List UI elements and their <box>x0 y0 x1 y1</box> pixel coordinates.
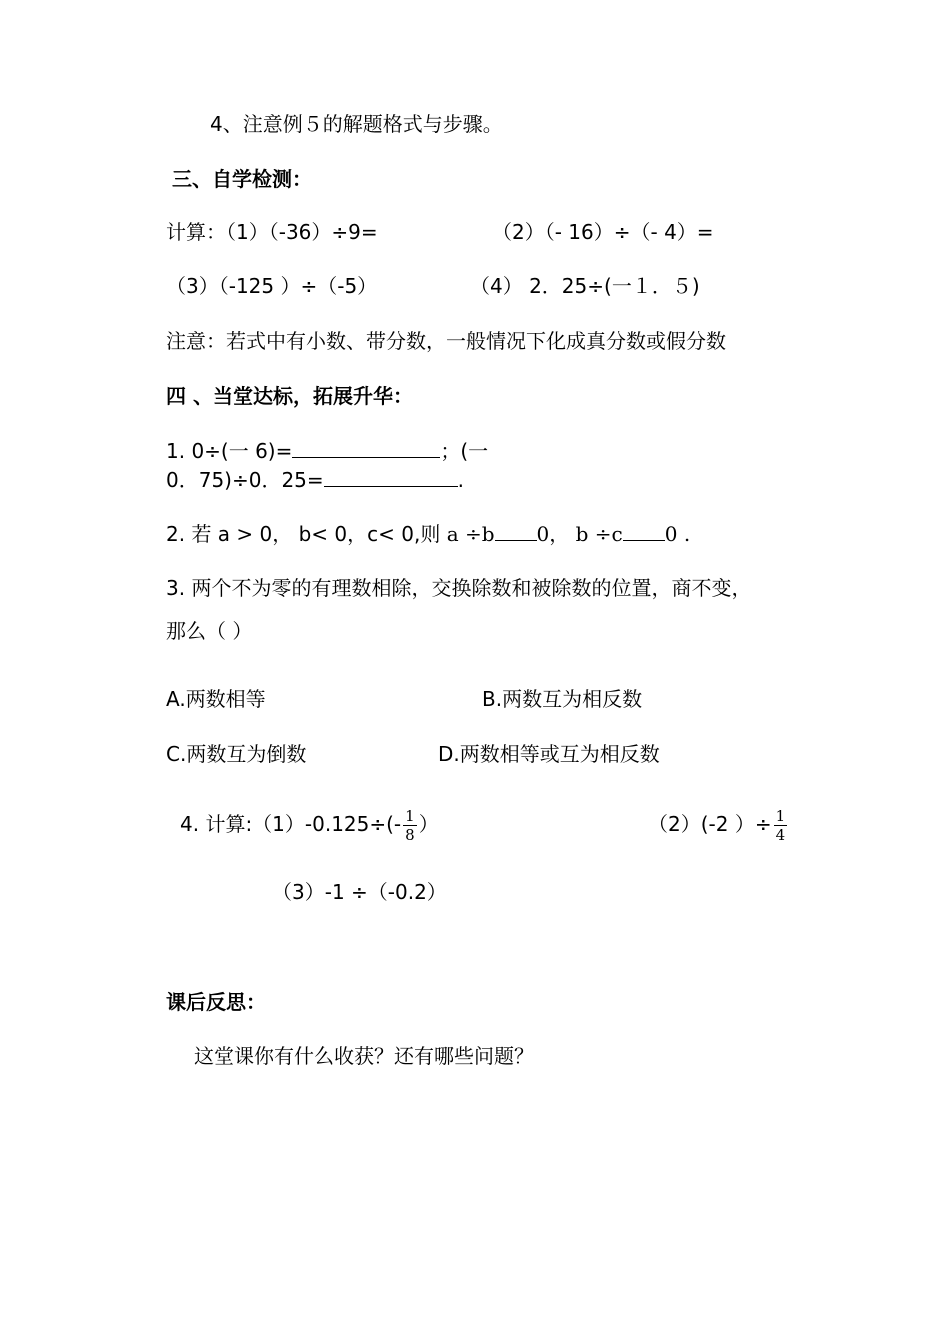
question-3-line-1: 3. 两个不为零的有理数相除，交换除数和被除数的位置，商不变， <box>166 576 752 600</box>
option-c: C.两数互为倒数 <box>166 742 307 766</box>
answer-blank <box>495 520 537 541</box>
note-step4: 4、注意例５的解题格式与步骤。 <box>210 112 503 136</box>
q1-part-a: 1. 0÷(一 6)= <box>166 439 293 463</box>
option-a: A.两数相等 <box>166 687 266 711</box>
q4-part-2-text: （2）(-2 ）÷ <box>648 812 772 836</box>
q4-part-1-end: ） <box>418 812 439 836</box>
section-4-title: 四 、当堂达标，拓展升华： <box>166 384 413 408</box>
option-b: B.两数互为相反数 <box>482 687 643 711</box>
answer-blank <box>292 437 440 458</box>
q1-end: . <box>457 468 465 492</box>
q1-separator: ；(一 <box>440 439 489 463</box>
q2-zero-2: 0 . <box>664 522 691 546</box>
answer-blank <box>324 466 458 487</box>
q1-part-b: 0．75)÷0．25= <box>166 468 324 492</box>
calc-item-1: （1）（-36）÷9= <box>226 220 378 244</box>
q2-condition: 2. 若 a > 0， b< 0，c< 0,则 <box>166 522 441 546</box>
attention-note: 注意：若式中有小数、带分数，一般情况下化成真分数或假分数 <box>166 329 726 353</box>
answer-blank <box>623 520 665 541</box>
calc-item-3: （3）（-125 ）÷（-5） <box>166 274 378 298</box>
fraction-one-eighth: $\frac{1}{8}$ <box>405 807 415 844</box>
section-3-title: 三、自学检测： <box>172 167 312 191</box>
calc-prefix: 计算： <box>166 220 226 244</box>
question-2 <box>166 520 690 548</box>
q4-part-1-text: 4. 计算:（1）-0.125÷(- <box>180 812 402 836</box>
calc-item-2: （2）（- 16）÷（- 4）= <box>492 220 714 244</box>
reflection-question: 这堂课你有什么收获？还有哪些问题？ <box>194 1044 534 1068</box>
reflection-title: 课后反思： <box>166 990 266 1014</box>
question-1-line-1 <box>166 437 488 465</box>
q2-zero-1: 0， <box>536 522 570 546</box>
question-1-line-2 <box>166 466 464 494</box>
question-4-part-1 <box>180 805 439 844</box>
question-4-part-3: （3）-1 ÷（-0.2） <box>272 880 447 904</box>
q2-expr-1: a ÷b <box>446 522 495 546</box>
option-d: D.两数相等或互为相反数 <box>438 742 660 766</box>
calc-item-4: （4） 2．25÷(一１．５) <box>470 274 700 298</box>
q2-expr-2: b ÷c <box>575 522 623 546</box>
question-4-part-2 <box>648 805 789 844</box>
fraction-one-quarter: $\frac{1}{4}$ <box>775 807 786 844</box>
question-3-line-2: 那么（ ） <box>166 619 253 643</box>
calc-row-1 <box>166 218 378 246</box>
